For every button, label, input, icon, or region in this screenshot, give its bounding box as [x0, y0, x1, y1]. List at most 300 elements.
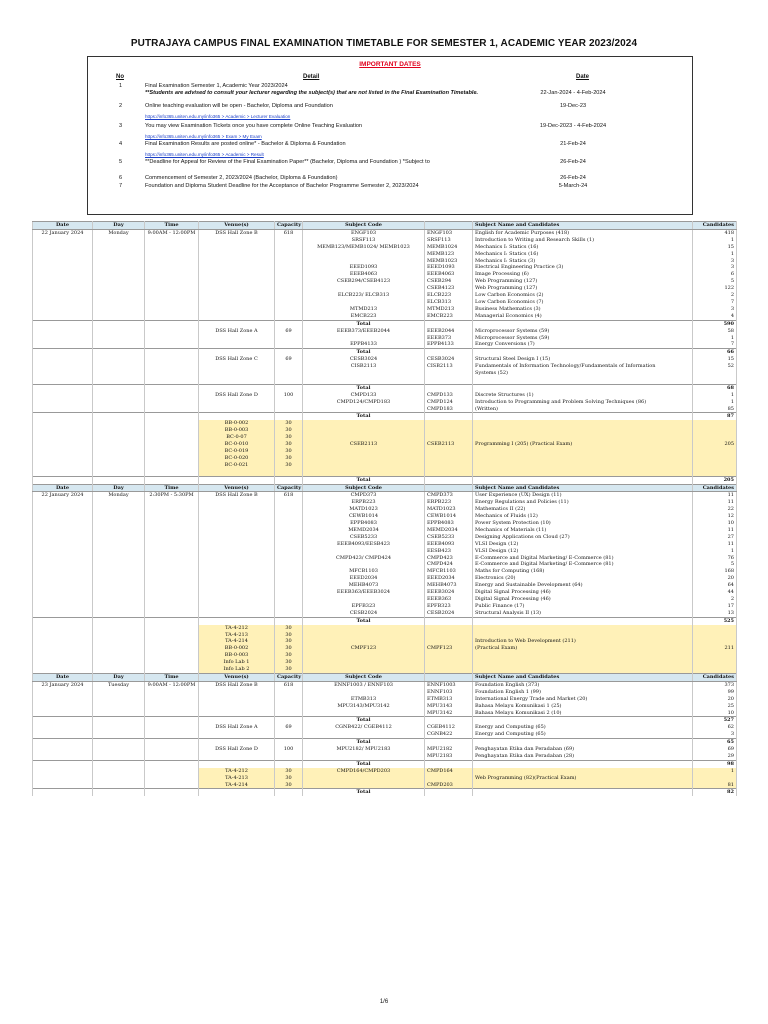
cell-capacity — [275, 710, 303, 717]
table-row — [33, 527, 737, 534]
cell-day — [93, 349, 145, 356]
cell-venue: DSS Hall Zone D — [199, 746, 275, 753]
cell-date — [33, 666, 93, 673]
cell-date — [33, 448, 93, 455]
cell-day — [93, 462, 145, 469]
cell-day — [93, 782, 145, 789]
cell-time — [145, 244, 199, 251]
cell-day — [93, 328, 145, 335]
cell-date — [33, 652, 93, 659]
cell-date — [33, 596, 93, 603]
cell-candidates — [693, 420, 737, 427]
cell-date — [33, 724, 93, 731]
table-row — [33, 299, 737, 306]
cell-subject-code-detail: MATD1023 — [425, 506, 473, 513]
cell-day — [93, 335, 145, 342]
cell-day: Monday — [93, 492, 145, 499]
cell-subject-code-detail: CESB2024 — [425, 610, 473, 617]
detail-line: Online teaching evaluation will be open - Bachelor, Diploma and Foundation — [145, 103, 333, 109]
cell-venue — [199, 603, 275, 610]
cell-venue — [199, 406, 275, 413]
cell-capacity — [275, 237, 303, 244]
cell-time — [145, 441, 199, 448]
cell-capacity — [275, 299, 303, 306]
cell-candidates: 4 — [693, 313, 737, 320]
row-detail — [145, 123, 485, 140]
cell-subject-code-detail: CSEB294 — [425, 278, 473, 285]
cell-candidates: 590 — [693, 320, 737, 327]
cell-capacity: 618 — [275, 681, 303, 688]
table-header-row — [33, 484, 737, 492]
detail-link[interactable]: https://info365.uniten.edu.my/info365 > Exam > My Exam — [145, 134, 262, 139]
cell-subject-code-detail: CGNB422 — [425, 731, 473, 738]
cell-venue — [199, 341, 275, 348]
cell-capacity — [275, 244, 303, 251]
cell-subject-code-detail — [425, 384, 473, 391]
cell-subject-code-detail: ERPB223 — [425, 499, 473, 506]
cell-venue — [199, 575, 275, 582]
cell-time — [145, 313, 199, 320]
cell-date — [33, 455, 93, 462]
cell-capacity — [275, 469, 303, 476]
cell-day — [93, 476, 145, 484]
cell-day — [93, 427, 145, 434]
row-detail — [145, 175, 485, 182]
cell-subject-code: EPPB4133 — [303, 341, 425, 348]
cell-venue — [199, 476, 275, 484]
cell-candidates — [693, 666, 737, 673]
cell-subject-code — [303, 596, 425, 603]
cell-time — [145, 299, 199, 306]
cell-subject-code-detail: CMPD164 — [425, 768, 473, 775]
cell-date — [33, 717, 93, 724]
cell-subject-code-detail: MPU2183 — [425, 753, 473, 760]
cell-subject-code-detail: MEMB1023 — [425, 258, 473, 265]
cell-capacity: 69 — [275, 356, 303, 363]
cell-time — [145, 506, 199, 513]
cell-time — [145, 610, 199, 617]
cell-capacity — [275, 739, 303, 746]
cell-date — [33, 527, 93, 534]
total-row — [33, 349, 737, 356]
cell-date — [33, 775, 93, 782]
cell-subject-code-detail: EESB423 — [425, 548, 473, 555]
cell-capacity: 30 — [275, 427, 303, 434]
cell-capacity — [275, 370, 303, 377]
table-row — [33, 520, 737, 527]
table-row — [33, 237, 737, 244]
cell-day — [93, 264, 145, 271]
header-subject-code-detail — [425, 484, 473, 492]
cell-subject-code: SRSF113 — [303, 237, 425, 244]
cell-day — [93, 313, 145, 320]
cell-candidates: 5 — [693, 278, 737, 285]
cell-time — [145, 420, 199, 427]
cell-subject-name: Energy and Computing (65) — [473, 724, 693, 731]
table-row — [33, 652, 737, 659]
cell-time — [145, 349, 199, 356]
cell-subject-code: Total — [303, 739, 425, 746]
table-row — [33, 724, 737, 731]
cell-venue — [199, 335, 275, 342]
cell-candidates: 211 — [693, 645, 737, 652]
cell-date — [33, 625, 93, 632]
table-row — [33, 392, 737, 399]
cell-day — [93, 666, 145, 673]
cell-subject-code: Total — [303, 789, 425, 796]
cell-subject-code: ENGF103 — [303, 229, 425, 236]
cell-subject-code-detail: CSEB2113 — [425, 441, 473, 448]
header-time: Time — [145, 484, 199, 492]
cell-day — [93, 306, 145, 313]
cell-candidates: 20 — [693, 575, 737, 582]
cell-candidates: 66 — [693, 349, 737, 356]
cell-subject-code — [303, 427, 425, 434]
cell-capacity: 30 — [275, 441, 303, 448]
table-row — [33, 377, 737, 384]
cell-subject-name: Energy and Sustainable Development (64) — [473, 582, 693, 589]
cell-time — [145, 513, 199, 520]
header-day: Day — [93, 673, 145, 681]
cell-candidates: 44 — [693, 589, 737, 596]
cell-candidates: 20 — [693, 696, 737, 703]
cell-date — [33, 768, 93, 775]
cell-subject-code-detail: ENNF1003 — [425, 681, 473, 688]
cell-venue: TA-4-213 — [199, 632, 275, 639]
cell-subject-name: Penghayatan Etika dan Peradaban (28) — [473, 753, 693, 760]
cell-venue — [199, 582, 275, 589]
cell-candidates: 1 — [693, 251, 737, 258]
cell-candidates: 10 — [693, 710, 737, 717]
cell-date — [33, 406, 93, 413]
cell-subject-code-detail: CEWB1014 — [425, 513, 473, 520]
cell-subject-name: Business Mathematics (3) — [473, 306, 693, 313]
cell-subject-code-detail: ENNF103 — [425, 689, 473, 696]
detail-link[interactable]: https://info365.uniten.edu.my/info365 > Academic > Lecturer Evaluation — [145, 114, 291, 119]
cell-date — [33, 746, 93, 753]
cell-venue — [199, 760, 275, 767]
cell-capacity — [275, 335, 303, 342]
header-date: Date — [33, 222, 93, 230]
cell-venue — [199, 789, 275, 796]
cell-capacity: 30 — [275, 775, 303, 782]
cell-date — [33, 341, 93, 348]
table-row — [33, 406, 737, 413]
cell-day — [93, 589, 145, 596]
cell-subject-name — [473, 320, 693, 327]
detail-line: You may view Examination Tickets once you have complete Online Teaching Evaluation — [145, 123, 363, 129]
cell-subject-code — [303, 258, 425, 265]
cell-date — [33, 363, 93, 370]
header-capacity: Capacity — [275, 222, 303, 230]
cell-venue — [199, 299, 275, 306]
cell-candidates — [693, 370, 737, 377]
cell-time — [145, 632, 199, 639]
detail-line: Commencement of Semester 2, 2023/2024 (Bachelor, Diploma & Foundation) — [145, 175, 338, 181]
cell-date — [33, 264, 93, 271]
cell-subject-code: CMPD133 — [303, 392, 425, 399]
cell-subject-name — [473, 717, 693, 724]
table-row — [33, 251, 737, 258]
cell-date — [33, 427, 93, 434]
cell-venue: TA-4-212 — [199, 625, 275, 632]
cell-time — [145, 384, 199, 391]
cell-subject-code: EEED1093 — [303, 264, 425, 271]
cell-capacity — [275, 520, 303, 527]
cell-candidates: 2 — [693, 292, 737, 299]
cell-subject-name: Electronics (20) — [473, 575, 693, 582]
header-subject-name: Subject Name and Candidates — [473, 484, 693, 492]
header-day: Day — [93, 484, 145, 492]
cell-day — [93, 534, 145, 541]
header-subject-code-detail — [425, 673, 473, 681]
cell-date — [33, 603, 93, 610]
table-row — [33, 696, 737, 703]
cell-venue — [199, 753, 275, 760]
cell-venue — [199, 520, 275, 527]
cell-candidates: 12 — [693, 513, 737, 520]
cell-venue: TA-4-214 — [199, 638, 275, 645]
cell-venue — [199, 306, 275, 313]
cell-capacity — [275, 306, 303, 313]
cell-venue — [199, 731, 275, 738]
cell-subject-name: Web Programming (127) — [473, 278, 693, 285]
cell-subject-code — [303, 652, 425, 659]
cell-capacity — [275, 760, 303, 767]
detail-link[interactable]: https://info365.uniten.edu.my/info365 > Academic > Result — [145, 152, 264, 157]
cell-time — [145, 782, 199, 789]
cell-time — [145, 689, 199, 696]
cell-time — [145, 746, 199, 753]
cell-time — [145, 645, 199, 652]
cell-subject-code: EEEB373/EEEB2044 — [303, 328, 425, 335]
cell-venue: DSS Hall Zone A — [199, 328, 275, 335]
cell-time: 2:30PM - 5:30PM — [145, 492, 199, 499]
cell-date — [33, 568, 93, 575]
cell-capacity — [275, 589, 303, 596]
table-row — [33, 229, 737, 236]
header-candidates: Candidates — [693, 673, 737, 681]
cell-capacity — [275, 753, 303, 760]
cell-day — [93, 582, 145, 589]
cell-date — [33, 696, 93, 703]
cell-day — [93, 527, 145, 534]
cell-candidates — [693, 775, 737, 782]
cell-venue — [199, 717, 275, 724]
cell-capacity — [275, 596, 303, 603]
table-row — [33, 768, 737, 775]
cell-day — [93, 434, 145, 441]
table-row — [33, 448, 737, 455]
cell-time — [145, 406, 199, 413]
cell-subject-name — [473, 739, 693, 746]
header-subject-code: Subject Code — [303, 484, 425, 492]
cell-date — [33, 541, 93, 548]
cell-subject-code — [303, 251, 425, 258]
cell-day — [93, 652, 145, 659]
table-row — [33, 356, 737, 363]
cell-subject-code — [303, 406, 425, 413]
cell-date — [33, 251, 93, 258]
cell-candidates — [693, 652, 737, 659]
cell-capacity — [275, 349, 303, 356]
timetable — [32, 221, 737, 796]
cell-date: 23 January 2024 — [33, 681, 93, 688]
table-row — [33, 731, 737, 738]
cell-time — [145, 753, 199, 760]
cell-venue: DSS Hall Zone B — [199, 681, 275, 688]
cell-day — [93, 420, 145, 427]
header-date: Date — [33, 673, 93, 681]
cell-venue: Info Lab 2 — [199, 666, 275, 673]
cell-capacity — [275, 399, 303, 406]
cell-time — [145, 264, 199, 271]
cell-subject-code: CMPD124/CMPD183 — [303, 399, 425, 406]
cell-candidates: 52 — [693, 363, 737, 370]
cell-subject-code: CSEB294/CSEB4123 — [303, 278, 425, 285]
cell-candidates: 3 — [693, 264, 737, 271]
row-date: 22-Jan-2024 - 4-Feb-2024 — [540, 90, 606, 96]
cell-day — [93, 703, 145, 710]
cell-subject-code — [303, 632, 425, 639]
cell-candidates: 68 — [693, 384, 737, 391]
cell-day — [93, 610, 145, 617]
cell-subject-name: Programming I (205) (Practical Exam) — [473, 441, 693, 448]
cell-subject-code: Total — [303, 617, 425, 624]
cell-subject-name: E-Commerce and Digital Marketing/ E-Commerce (81) — [473, 555, 693, 562]
cell-capacity — [275, 617, 303, 624]
cell-time — [145, 548, 199, 555]
table-row — [33, 775, 737, 782]
cell-subject-code: Total — [303, 476, 425, 484]
header-venue: Venue(s) — [199, 673, 275, 681]
cell-candidates — [693, 462, 737, 469]
col-detail-header: Detail — [303, 74, 320, 80]
cell-date — [33, 589, 93, 596]
cell-subject-name: Microprocessor Systems (59) — [473, 335, 693, 342]
cell-venue — [199, 271, 275, 278]
cell-subject-code: MTMD213 — [303, 306, 425, 313]
cell-subject-code — [303, 561, 425, 568]
cell-day — [93, 739, 145, 746]
cell-subject-code-detail — [425, 760, 473, 767]
cell-venue — [199, 349, 275, 356]
table-row — [33, 506, 737, 513]
cell-subject-name: Web Programming (127) — [473, 285, 693, 292]
row-detail — [145, 103, 485, 120]
cell-venue: BC-0-010 — [199, 441, 275, 448]
cell-venue: DSS Hall Zone C — [199, 356, 275, 363]
cell-day — [93, 710, 145, 717]
cell-time — [145, 328, 199, 335]
cell-candidates: 1 — [693, 335, 737, 342]
cell-capacity: 30 — [275, 625, 303, 632]
header-capacity: Capacity — [275, 673, 303, 681]
total-row — [33, 617, 737, 624]
cell-subject-code: MFCB1103 — [303, 568, 425, 575]
table-row — [33, 632, 737, 639]
cell-venue: DSS Hall Zone A — [199, 724, 275, 731]
cell-venue — [199, 589, 275, 596]
cell-subject-name: Mechanics I: Statics (3) — [473, 258, 693, 265]
table-row — [33, 469, 737, 476]
cell-day — [93, 625, 145, 632]
cell-venue — [199, 363, 275, 370]
cell-venue — [199, 561, 275, 568]
cell-candidates: 69 — [693, 746, 737, 753]
cell-candidates: 29 — [693, 753, 737, 760]
cell-capacity — [275, 320, 303, 327]
cell-subject-code: ETMB313 — [303, 696, 425, 703]
cell-candidates: 7 — [693, 341, 737, 348]
cell-subject-name — [473, 469, 693, 476]
cell-venue — [199, 596, 275, 603]
cell-subject-code: Total — [303, 384, 425, 391]
table-row — [33, 370, 737, 377]
cell-venue — [199, 251, 275, 258]
cell-subject-code-detail — [425, 370, 473, 377]
cell-venue: DSS Hall Zone B — [199, 492, 275, 499]
table-row — [33, 513, 737, 520]
cell-time — [145, 462, 199, 469]
cell-date — [33, 710, 93, 717]
header-subject-name: Subject Name and Candidates — [473, 673, 693, 681]
cell-subject-name — [473, 617, 693, 624]
table-row — [33, 427, 737, 434]
table-row — [33, 264, 737, 271]
cell-subject-name: Designing Applications on Cloud (27) — [473, 534, 693, 541]
cell-subject-name: English for Academic Purposes (418) — [473, 229, 693, 236]
table-row — [33, 753, 737, 760]
cell-subject-code-detail — [425, 455, 473, 462]
cell-subject-code-detail: ENGF103 — [425, 229, 473, 236]
cell-capacity — [275, 513, 303, 520]
cell-day: Tuesday — [93, 681, 145, 688]
cell-subject-name: Penghayatan Etika dan Peradaban (69) — [473, 746, 693, 753]
cell-time — [145, 271, 199, 278]
cell-subject-name — [473, 377, 693, 384]
cell-time — [145, 363, 199, 370]
cell-capacity: 30 — [275, 638, 303, 645]
cell-day — [93, 753, 145, 760]
col-date-header: Date — [576, 74, 590, 80]
cell-capacity: 30 — [275, 632, 303, 639]
cell-subject-name: Structural Analysis II (13) — [473, 610, 693, 617]
cell-venue — [199, 313, 275, 320]
cell-date — [33, 313, 93, 320]
cell-venue — [199, 541, 275, 548]
cell-capacity: 69 — [275, 724, 303, 731]
cell-subject-code-detail: EEEB4093 — [425, 541, 473, 548]
cell-subject-name — [473, 448, 693, 455]
cell-date — [33, 506, 93, 513]
cell-subject-code-detail: MPU3143 — [425, 703, 473, 710]
cell-subject-name — [473, 632, 693, 639]
cell-date — [33, 617, 93, 624]
table-row — [33, 420, 737, 427]
cell-subject-name: Energy Regulations and Policies (11) — [473, 499, 693, 506]
cell-time: 9:00AM - 12:00PM — [145, 229, 199, 236]
cell-capacity — [275, 610, 303, 617]
cell-subject-name: Image Processing (6) — [473, 271, 693, 278]
cell-time — [145, 659, 199, 666]
cell-candidates: 87 — [693, 413, 737, 420]
cell-candidates: 25 — [693, 703, 737, 710]
cell-subject-code: CESB2024 — [303, 610, 425, 617]
cell-subject-code-detail — [425, 413, 473, 420]
cell-date — [33, 462, 93, 469]
table-row — [33, 499, 737, 506]
